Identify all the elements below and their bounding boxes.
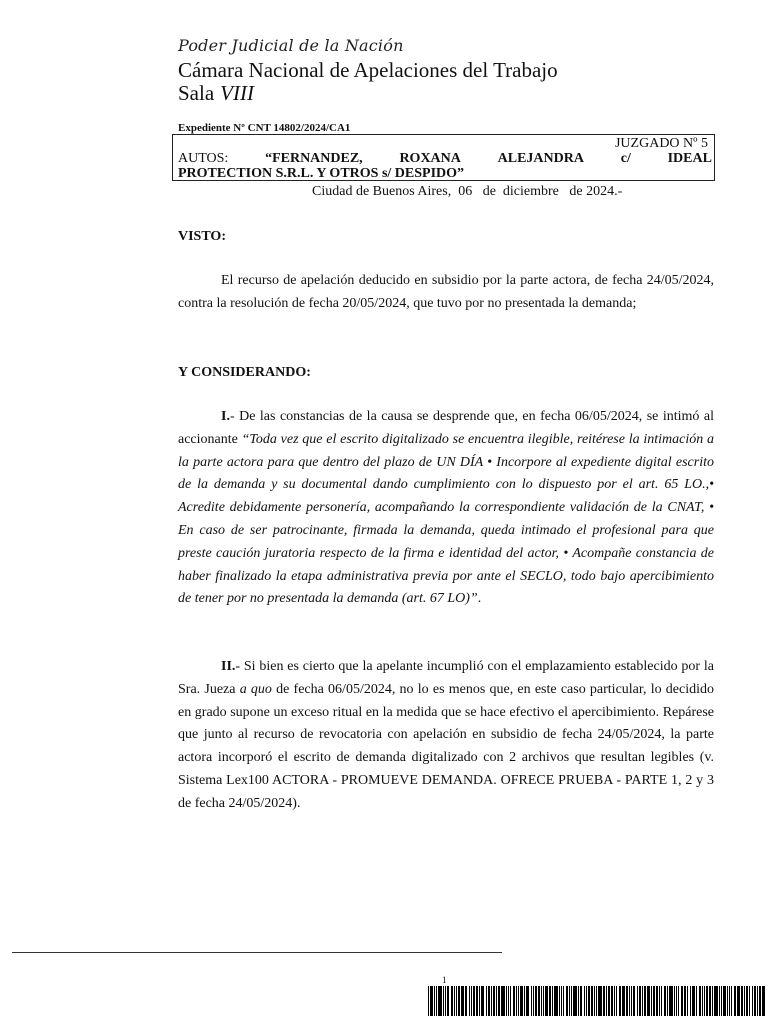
case-caption-box bbox=[172, 134, 715, 181]
visto-heading: VISTO: bbox=[178, 229, 226, 244]
barcode-bar bbox=[616, 986, 617, 1016]
party-word: IDEAL bbox=[667, 151, 712, 166]
barcode-bar bbox=[692, 986, 695, 1016]
barcode-bar bbox=[531, 986, 532, 1016]
party-word: c/ bbox=[620, 151, 631, 166]
party-word: ROXANA bbox=[399, 151, 461, 166]
barcode-bar bbox=[591, 986, 592, 1016]
barcode-bar bbox=[559, 986, 560, 1016]
barcode-bar bbox=[622, 986, 625, 1016]
barcode-bar bbox=[667, 986, 668, 1016]
barcode-bar bbox=[709, 986, 711, 1016]
barcode-bar bbox=[633, 986, 635, 1016]
latin-term: a quo bbox=[239, 681, 272, 697]
barcode-bar bbox=[721, 986, 722, 1016]
barcode-bar bbox=[754, 986, 756, 1016]
sala-number: VIII bbox=[220, 81, 254, 105]
barcode-bar bbox=[669, 986, 672, 1016]
barcode-bar bbox=[436, 986, 437, 1016]
barcode-bar bbox=[465, 986, 467, 1016]
paragraph-text: - De las constancias de la causa se desprende que, en fecha 06/05/2024, se intimó al accionante bbox=[178, 409, 714, 447]
barcode-bar bbox=[479, 986, 480, 1016]
barcode-bar bbox=[723, 986, 725, 1016]
paragraph-end: . bbox=[477, 591, 482, 607]
barcode-bar bbox=[476, 986, 477, 1016]
barcode-bar bbox=[526, 986, 529, 1016]
barcode-bar bbox=[586, 986, 587, 1016]
barcode-bar bbox=[611, 986, 613, 1016]
barcode-bar bbox=[727, 986, 728, 1016]
barcode-bar bbox=[741, 986, 742, 1016]
barcode-bar bbox=[454, 986, 455, 1016]
barcode-bar bbox=[533, 986, 534, 1016]
barcode-bar bbox=[714, 986, 717, 1016]
barcode-bar bbox=[681, 986, 683, 1016]
barcode-bar bbox=[481, 986, 484, 1016]
barcode-bar bbox=[746, 986, 748, 1016]
party-word: “FERNANDEZ, bbox=[265, 151, 363, 166]
barcode-bar bbox=[674, 986, 675, 1016]
barcode-bar bbox=[712, 986, 713, 1016]
institution-name: Poder Judicial de la Nación bbox=[178, 36, 404, 55]
barcode-bar bbox=[729, 986, 730, 1016]
barcode-bar bbox=[737, 986, 740, 1016]
barcode-bar bbox=[561, 986, 562, 1016]
barcode-bar bbox=[469, 986, 470, 1016]
barcode-bar bbox=[696, 986, 697, 1016]
barcode-bar bbox=[759, 986, 760, 1016]
section-number: II. bbox=[221, 659, 236, 674]
barcode-bar bbox=[493, 986, 494, 1016]
barcode-bar bbox=[456, 986, 457, 1016]
barcode-bar bbox=[653, 986, 654, 1016]
barcode-bar bbox=[508, 986, 509, 1016]
barcode-bar bbox=[762, 986, 765, 1016]
barcode-bar bbox=[538, 986, 539, 1016]
barcode-bar bbox=[458, 986, 459, 1016]
party-word: ALEJANDRA bbox=[497, 151, 584, 166]
sala-label bbox=[178, 81, 254, 106]
barcode-bar bbox=[447, 986, 449, 1016]
barcode-bar bbox=[651, 986, 652, 1016]
visto-text: El recurso de apelación deducido en subsidio por la parte actora, de fecha 24/05/2024, contra la resolución de fecha 20/05/2024, que tuvo por no presentada la demanda; bbox=[178, 273, 714, 311]
footer-divider bbox=[12, 952, 502, 953]
barcode-bar bbox=[443, 986, 444, 1016]
barcode-bar bbox=[473, 986, 475, 1016]
barcode-bar bbox=[614, 986, 615, 1016]
barcode-bar bbox=[491, 986, 492, 1016]
barcode-bar bbox=[430, 986, 432, 1016]
barcode-bar bbox=[451, 986, 453, 1016]
barcode-bar bbox=[752, 986, 753, 1016]
barcode-bar bbox=[563, 986, 564, 1016]
barcode-bar bbox=[656, 986, 658, 1016]
barcode-bar bbox=[594, 986, 595, 1016]
barcode-bar bbox=[606, 986, 607, 1016]
barcode-bar bbox=[603, 986, 605, 1016]
barcode-bar bbox=[501, 986, 504, 1016]
barcode bbox=[428, 986, 768, 1016]
barcode-bar bbox=[684, 986, 686, 1016]
barcode-bar bbox=[516, 986, 517, 1016]
barcode-bar bbox=[598, 986, 601, 1016]
barcode-bar bbox=[647, 986, 650, 1016]
autos-label: AUTOS: bbox=[178, 151, 229, 166]
autos-line-2: PROTECTION S.R.L. Y OTROS s/ DESPIDO” bbox=[178, 166, 465, 181]
barcode-bar bbox=[699, 986, 701, 1016]
barcode-bar bbox=[588, 986, 590, 1016]
barcode-bar bbox=[524, 986, 525, 1016]
barcode-bar bbox=[510, 986, 511, 1016]
barcode-bar bbox=[687, 986, 688, 1016]
barcode-bar bbox=[744, 986, 745, 1016]
barcode-bar bbox=[566, 986, 568, 1016]
barcode-bar bbox=[445, 986, 446, 1016]
barcode-bar bbox=[596, 986, 597, 1016]
expediente-number: Expediente Nº CNT 14802/2024/CA1 bbox=[178, 122, 351, 134]
barcode-bar bbox=[498, 986, 500, 1016]
barcode-bar bbox=[678, 986, 679, 1016]
barcode-bar bbox=[569, 986, 570, 1016]
barcode-bar bbox=[580, 986, 582, 1016]
barcode-bar bbox=[690, 986, 691, 1016]
barcode-bar bbox=[757, 986, 758, 1016]
paragraph-text: - Si bien es cierto que la apelante incumplió con el emplazamiento establecido por la Sra. Jueza bbox=[178, 659, 714, 697]
barcode-bar bbox=[704, 986, 705, 1016]
barcode-bar bbox=[749, 986, 750, 1016]
barcode-bar bbox=[486, 986, 487, 1016]
barcode-bar bbox=[661, 986, 662, 1016]
barcode-bar bbox=[518, 986, 519, 1016]
barcode-bar bbox=[554, 986, 557, 1016]
barcode-bar bbox=[496, 986, 497, 1016]
autos-line-1 bbox=[178, 151, 712, 167]
barcode-bar bbox=[639, 986, 641, 1016]
barcode-bar bbox=[428, 986, 429, 1016]
barcode-bar bbox=[543, 986, 544, 1016]
barcode-bar bbox=[631, 986, 632, 1016]
barcode-bar bbox=[664, 986, 666, 1016]
page-number: 1 bbox=[442, 975, 447, 985]
sala-text: Sala bbox=[178, 81, 215, 105]
barcode-bar bbox=[578, 986, 579, 1016]
paragraph-text: de fecha 06/05/2024, no lo es menos que, en este caso particular, lo decidido en grado supone un exceso ritual en la medida que se hace efectivo el apercibimiento. Repárese que junto al recurso de revocatoria con apelación en subsidio de fecha 24/05/2024, la parte actora incorporó el escrito de demanda digitalizado con 2 archivos que resultan legibles (v. Sistema Lex100 ACTORA - PROMUEVE DEMANDA. OFRECE PRUEBA - PARTE 1, 2 y 3 de fecha 24/05/2024). bbox=[178, 681, 715, 811]
barcode-bar bbox=[659, 986, 660, 1016]
quoted-intimation: “Toda vez que el escrito digitalizado se encuentra ilegible, reitérese la intimación a la parte actora para que dentro del plazo de UN DÍA • Incorpore al expediente digital escrito de la demanda y su documental dando cumplimiento con lo dispuesto por el art. 65 LO.,• Acredite debidamente personería, acompañando la correspondiente validación de la CNAT, • En caso de ser patrocinante, firmada la demanda, queda intimado el profesional para que preste caución juratoria respecto de la firma e identidad del actor, • Acompañe constancia de haber finalizado la etapa administrativa previa por ante el SECLO, todo bajo apercibimiento de tener por no presentada la demanda (art. 67 LO)” bbox=[178, 431, 714, 607]
barcode-bar bbox=[506, 986, 507, 1016]
barcode-bar bbox=[644, 986, 645, 1016]
barcode-bar bbox=[549, 986, 551, 1016]
barcode-bar bbox=[520, 986, 522, 1016]
barcode-bar bbox=[584, 986, 585, 1016]
barcode-bar bbox=[731, 986, 732, 1016]
section-number: I. bbox=[221, 409, 230, 424]
barcode-bar bbox=[488, 986, 490, 1016]
barcode-bar bbox=[702, 986, 703, 1016]
barcode-bar bbox=[434, 986, 435, 1016]
barcode-bar bbox=[637, 986, 638, 1016]
barcode-bar bbox=[535, 986, 537, 1016]
barcode-bar bbox=[541, 986, 542, 1016]
date-line: Ciudad de Buenos Aires, 06 de diciembre de 2024.- bbox=[312, 184, 623, 199]
barcode-bar bbox=[619, 986, 621, 1016]
barcode-bar bbox=[676, 986, 677, 1016]
barcode-bar bbox=[734, 986, 736, 1016]
barcode-bar bbox=[608, 986, 609, 1016]
visto-paragraph bbox=[178, 270, 714, 316]
juzgado-label: JUZGADO Nº 5 bbox=[614, 136, 708, 151]
chamber-name: Cámara Nacional de Apelaciones del Trabajo bbox=[178, 58, 558, 82]
barcode-bar bbox=[706, 986, 707, 1016]
barcode-bar bbox=[513, 986, 515, 1016]
barcode-bar bbox=[545, 986, 547, 1016]
barcode-bar bbox=[642, 986, 643, 1016]
barcode-bar bbox=[471, 986, 472, 1016]
barcode-bar bbox=[461, 986, 464, 1016]
barcode-bar bbox=[629, 986, 630, 1016]
considerando-paragraph-1 bbox=[178, 406, 714, 611]
barcode-bar bbox=[552, 986, 553, 1016]
considerando-paragraph-2 bbox=[178, 656, 714, 816]
barcode-bar bbox=[438, 986, 441, 1016]
barcode-bar bbox=[719, 986, 720, 1016]
barcode-bar bbox=[571, 986, 572, 1016]
considerando-heading: Y CONSIDERANDO: bbox=[178, 365, 311, 380]
barcode-bar bbox=[626, 986, 627, 1016]
barcode-bar bbox=[573, 986, 576, 1016]
